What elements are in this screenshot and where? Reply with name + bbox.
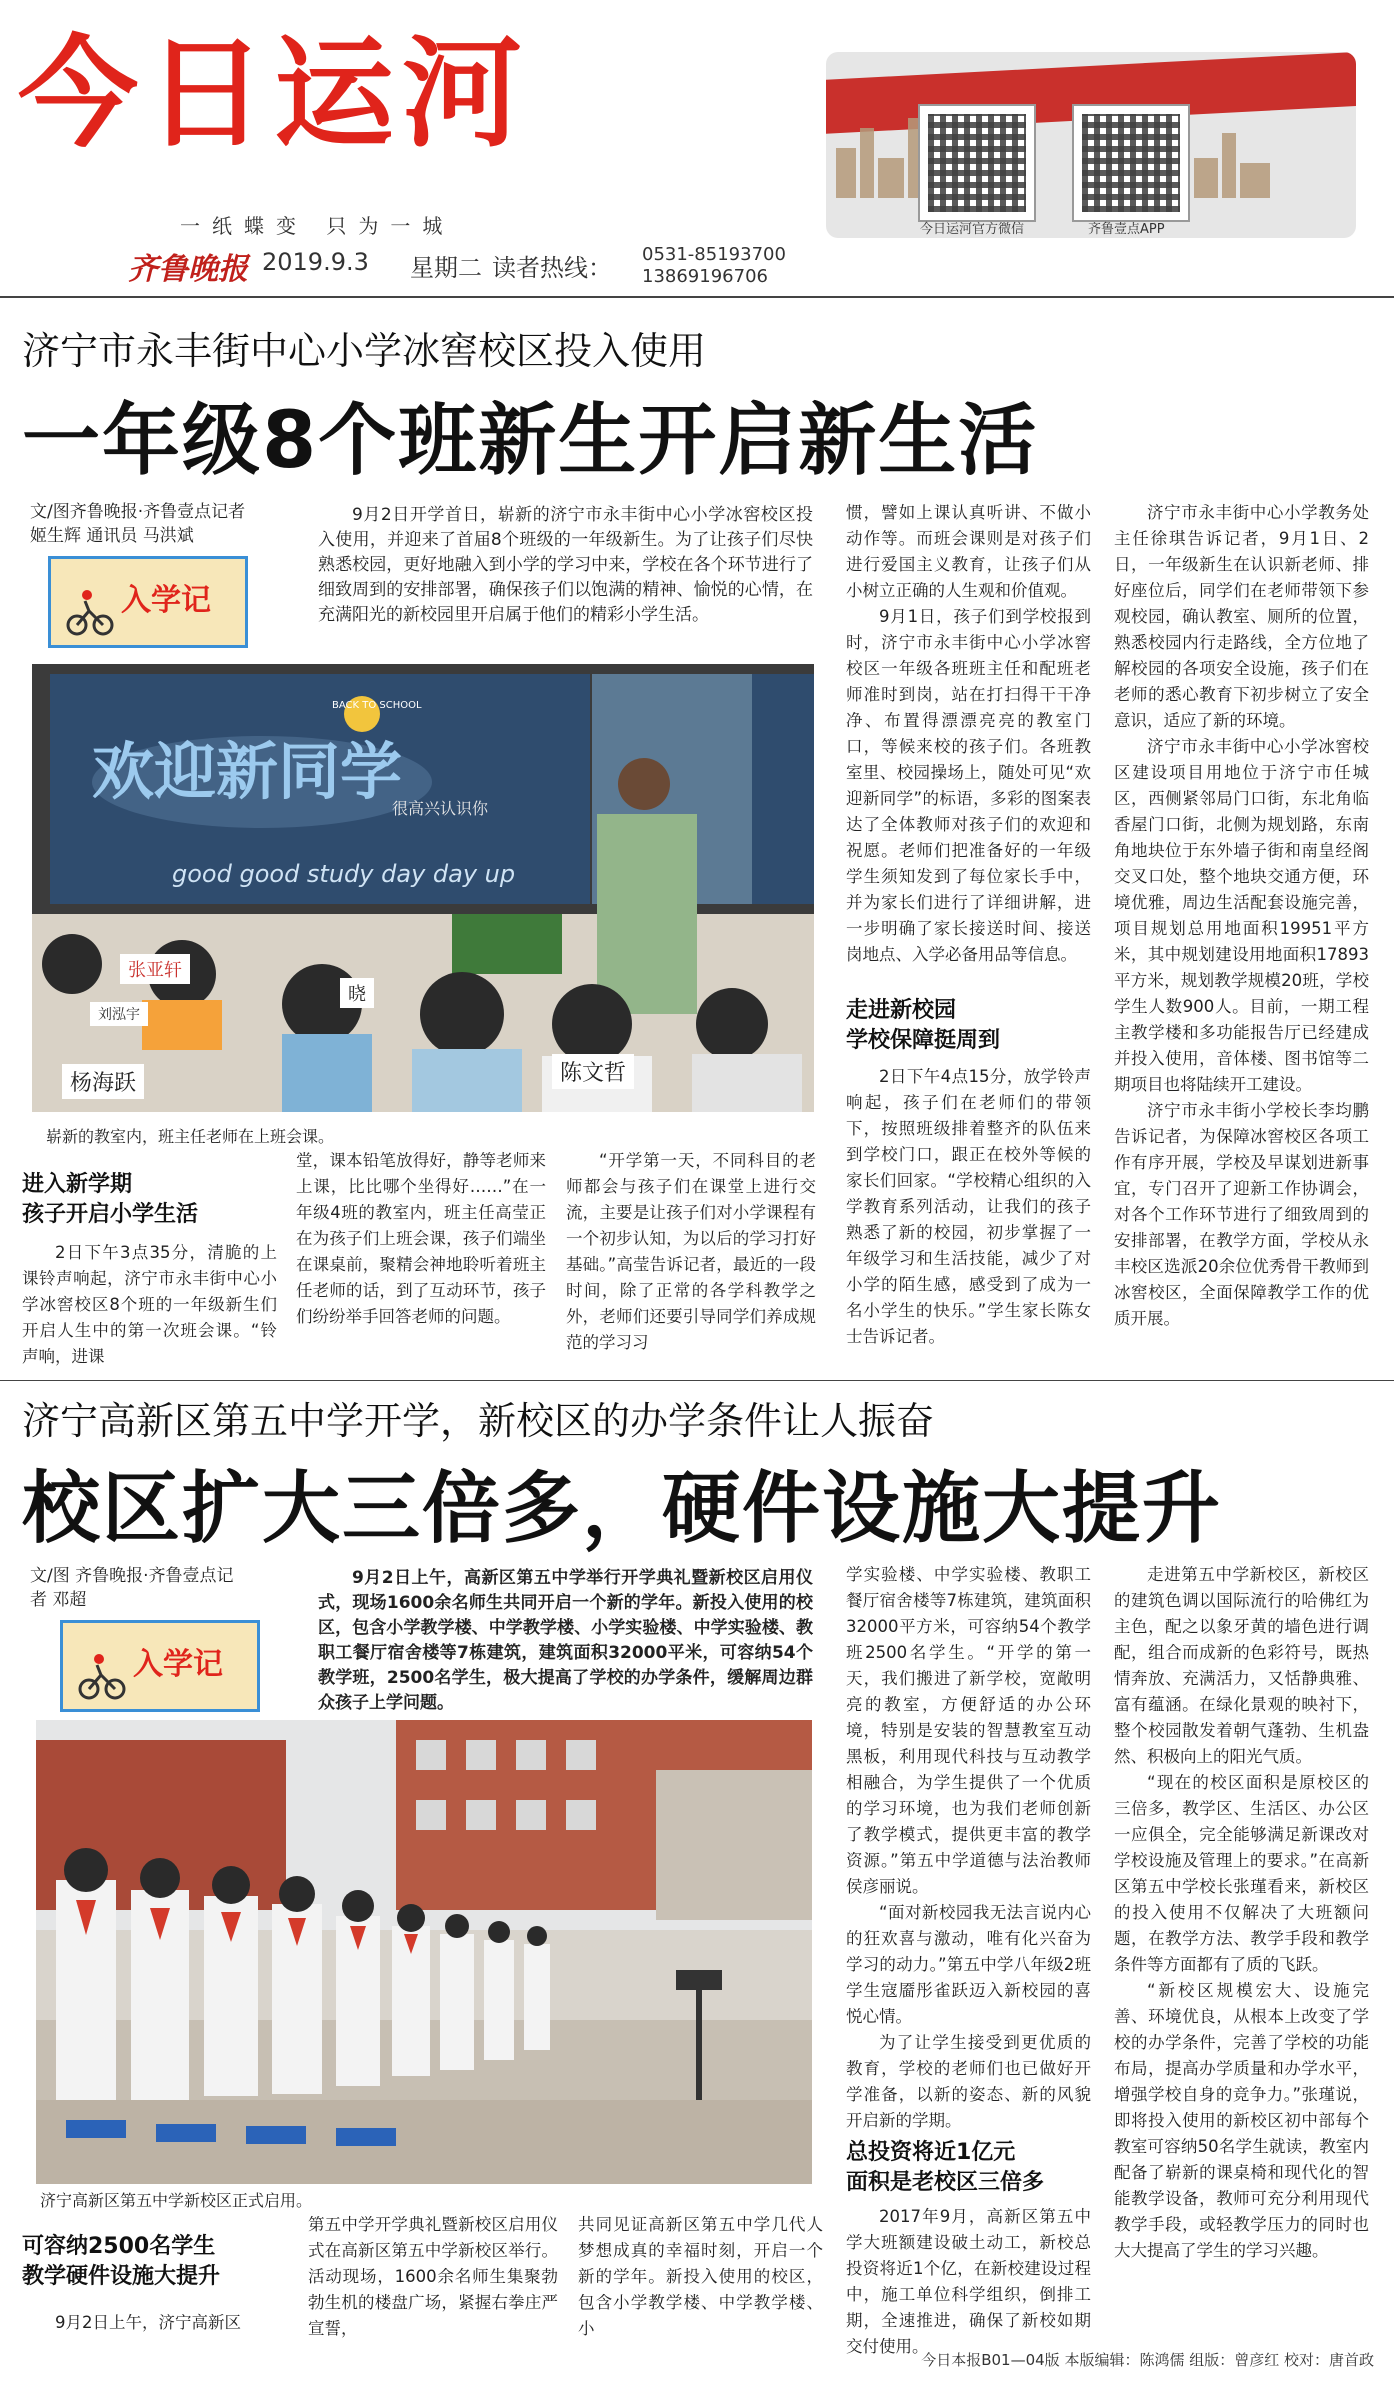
qr-caption-app: 齐鲁壹点APP bbox=[1088, 222, 1165, 237]
photo-banner-small: BACK TO SCHOOL bbox=[332, 700, 422, 711]
story2-byline: 文/图 齐鲁晚报·齐鲁壹点记 者 邓超 bbox=[30, 1566, 234, 1610]
story2-column-1: 9月2日上午，济宁高新区 bbox=[55, 2313, 241, 2332]
qr-banner bbox=[826, 52, 1356, 238]
story1-photo-caption: 崭新的教室内，班主任老师在上班会课。 bbox=[46, 1127, 335, 1146]
story2-tag-label: 入学记 bbox=[133, 1647, 223, 1682]
story1-column-4: 惯，譬如上课认真听讲、不做小动作等。而班会课则是对孩子们进行爱国主义教育，让孩子们从小树立正确的人生观和价值观。 9月1日，孩子们到学校报到时，济宁市永丰街中心小学冰窖校区一年级各班班主任和配班老师准时到岗，站在打扫得干干净净、布置得漂漂亮亮的教室门口，等候来校的孩子们。各班教室里、校园操场上，随处可见“欢迎新同学”的标语，多彩的图案表达了全体教师对孩子们的欢迎和祝愿。老师们把准备好的一年级学生须知发到了每位家长手中，并为家长们进行了详细讲解，进一步明确了家长接送时间、接送岗地点、入学必备用品等信息。 bbox=[846, 503, 1091, 964]
name-card-3: 杨海跃 bbox=[62, 1064, 144, 1099]
photo-banner-text: 欢迎新同学 bbox=[92, 735, 403, 808]
story-divider bbox=[0, 1380, 1394, 1381]
story1-byline-line1: 文/图齐鲁晚报·齐鲁壹点记者 bbox=[30, 502, 246, 522]
story1-byline bbox=[30, 500, 300, 548]
qr-caption-wechat: 今日运河官方微信 bbox=[920, 222, 1025, 237]
story2-kicker: 济宁高新区第五中学开学，新校区的办学条件让人振奋 bbox=[22, 1399, 935, 1443]
name-card-5: 晓 bbox=[340, 978, 374, 1008]
story2-column-2: 第五中学开学典礼暨新校区启用仪式在高新区第五中学新校区举行。活动现场，1600余名师生集聚勃勃生机的楼盘广场，紧握右拳庄严宣誓， bbox=[308, 2215, 558, 2338]
cyclist-icon bbox=[65, 587, 115, 637]
story2-lead: 9月2日上午，高新区第五中学举行开学典礼暨新校区启用仪式，现场1600余名师生共同开启一个新的学年。新投入使用的校区，包含小学教学楼、中学教学楼、小学实验楼、中学实验楼、教职工餐厅宿舍楼等7栋建筑，建筑面积32000平米，可容纳54个教学班，2500名学生，极大提高了学校的办学条件，缓解周边群众孩子上学问题。 bbox=[318, 1568, 813, 1713]
story2-column-4: 学实验楼、中学实验楼、教职工餐厅宿舍楼等7栋建筑，建筑面积32000平方米，可容纳54个教学班2500名学生。“开学的第一天，我们搬进了新学校，宽敞明亮的教室，方便舒适的办公环境，特别是安装的智慧教室互动黑板，利用现代科技与互动教学相融合，为学生提供了一个优质的学习环境，也为我们老师创新了教学模式，提供更丰富的教学资源。”第五中学道德与法治教师侯彦丽说。 “面对新校园我无法言说内心的狂欢喜与激动，唯有化兴奋为学习的动力。”第五中学八年级2班学生寇靥彤雀跃迈入新校园的喜悦心情。 为了让学生接受到更优质的教育，学校的老师们也已做好开学准备，以新的姿态、新的风貌开启新的学期。 bbox=[846, 1565, 1091, 2130]
story1-subhead-1: 进入新学期 孩子开启小学生活 bbox=[22, 1172, 199, 1227]
story2-column-5: 走进第五中学新校区，新校区的建筑色调以国际流行的哈佛红为主色，配之以象牙黄的墙色进行调配，组合而成新的色彩符号，既热情奔放、充满活力，又恬静典雅、富有蕴涵。在绿化景观的映衬下，整个校园散发着朝气蓬勃、生机盎然、积极向上的阳光气质。 “现在的校区面积是原校区的三倍多，教学区、生活区、办公区一应俱全，完全能够满足新课改对学校设施及管理上的要求。”在高新区第五中学校长张瑾看来，新校区的投入使用不仅解决了大班额问题，在教学方法、教学手段和教学条件等方面都有了质的飞跃。 “新校区规模宏大、设施完善、环境优良，从根本上改变了学校的办学条件，完善了学校的功能布局，提高办学质量和办学水平，增强学校自身的竞争力。”张瑾说，即将投入使用的新校区初中部每个教室可容纳50名学生就读，教室内配备了崭新的课桌椅和现代化的智能教学设备，教师可充分利用现代教学手段，或轻教学压力的同时也大大提高了学生的学习兴趣。 bbox=[1114, 1565, 1369, 2260]
story2-column-4b: 2017年9月，高新区第五中学大班额建设破土动工，新校总投资将近1个亿，在新校建设过程中，施工单位科学组织，倒排工期，全速推进，确保了新校如期交付使用。 bbox=[846, 2207, 1091, 2356]
story1-subhead-2: 走进新校园 学校保障挺周到 bbox=[846, 998, 1001, 1053]
name-card-4: 陈文哲 bbox=[552, 1054, 634, 1089]
story2-headline: 校区扩大三倍多，硬件设施大提升 bbox=[22, 1464, 1223, 1554]
app-qr-code-icon bbox=[1072, 104, 1190, 222]
story1-kicker: 济宁市永丰街中心小学冰窖校区投入使用 bbox=[22, 329, 707, 373]
story1-byline-line2: 姬生辉 通讯员 马洪斌 bbox=[30, 526, 194, 546]
issue-weekday: 星期二 bbox=[410, 254, 482, 282]
masthead-title: 今日运河 bbox=[18, 25, 530, 164]
masthead-slogan: 一纸蝶变 只为一城 bbox=[180, 214, 455, 238]
story2-column-tag bbox=[60, 1620, 260, 1712]
hotline-number-1: 0531-85193700 bbox=[642, 244, 786, 265]
issue-date: 2019.9.3 bbox=[262, 248, 369, 276]
story2-column-3: 共同见证高新区第五中学几代人梦想成真的幸福时刻，开启一个新的学年。新投入使用的校区，包含小学教学楼、中学教学楼、小 bbox=[578, 2215, 823, 2338]
story1-column-3: “开学第一天，不同科目的老师都会与孩子们在课堂上进行交流，主要是让孩子们对小学课程有一个初步认知，为以后的学习打好基础。”高莹告诉记者，最近的一段时间，除了正常的各学科教学之外，老师们还要引导同学们养成规范的学习习 bbox=[566, 1151, 816, 1352]
story1-column-5: 济宁市永丰街中心小学教务处主任徐琪告诉记者，9月1日、2日，一年级新生在认识新老师、排好座位后，同学们在老师带领下参观校园，确认教室、厕所的位置，熟悉校园内行走路线，全方位地了解校园的各项安全设施，孩子们在老师的悉心教育下初步树立了安全意识，适应了新的环境。 济宁市永丰街中心小学冰窖校区建设项目用地位于济宁市任城区，西侧紧邻局门口街，东北角临香屋门口街，北侧为规划路，东南角地块位于东外墙子街和南皇经阁交叉口处，整个地块交通方便，环境优雅，周边生活配套设施完善，项目规划总用地面积19951平方米，其中规划建设用地面积17893平方米，规划教学规模20班，学校学生人数900人。目前，一期工程主教学楼和多功能报告厅已经建成并投入使用，音体楼、图书馆等二期项目也将陆续开工建设。 济宁市永丰街小学校长李均鹏告诉记者，为保障冰窖校区各项工作有序开展，学校及早谋划进新事宜，专门召开了迎新工作协调会，对各个工作环节进行了细致周到的安排部署，在教学方面，学校从永丰校区选派20余位优秀骨干教师到冰窖校区，全面保障教学工作的优质开展。 bbox=[1114, 503, 1369, 1328]
paper-logo: 齐鲁晚报 bbox=[128, 252, 248, 287]
story1-classroom-photo bbox=[32, 664, 814, 1112]
hotline-label: 读者热线： bbox=[492, 254, 612, 282]
story1-headline: 一年级8个班新生开启新生活 bbox=[22, 396, 1039, 486]
photo-board-text: good good study day day up bbox=[172, 860, 516, 888]
story1-column-2: 堂，课本铅笔放得好，静等老师来上课，比比哪个坐得好……”在一年级4班的教室内，班主任高莹正在为孩子们上班会课，孩子们端坐在课桌前，聚精会神地聆听着班主任老师的话，到了互动环节，孩子们纷纷举手回答老师的问题。 bbox=[296, 1151, 546, 1326]
story1-lead: 9月2日开学首日，崭新的济宁市永丰街中心小学冰窖校区投入使用，并迎来了首届8个班级的一年级新生。为了让孩子们尽快熟悉校园，更好地融入到小学的学习中来，学校在各个环节进行了细致周到的安排部署，确保孩子们以饱满的精神、愉悦的心情，在充满阳光的新校园里开启属于他们的精彩小学生活。 bbox=[318, 505, 813, 625]
page-footer-credits: 今日本报B01—04版 本版编辑：陈鸿儒 组版：曾彦红 校对：唐首政 bbox=[921, 2351, 1374, 2369]
hotline-number-2: 13869196706 bbox=[642, 266, 768, 287]
name-card-2: 刘泓宇 bbox=[90, 1002, 148, 1026]
story2-subhead-2: 总投资将近1亿元 面积是老校区三倍多 bbox=[846, 2140, 1045, 2195]
photo-banner-subtitle: 很高兴认识你 bbox=[392, 799, 489, 818]
story2-ceremony-photo bbox=[36, 1720, 812, 2184]
masthead-divider bbox=[0, 296, 1394, 298]
story1-column-4b: 2日下午4点15分，放学铃声响起，孩子们在老师们的带领下，按照班级排着整齐的队伍来到学校门口，跟正在校外等候的家长们回家。“学校精心组织的入学教育系列活动，让我们的孩子熟悉了新的校园，初步掌握了一年级学习和生活技能，减少了对小学的陌生感，感受到了成为一名小学生的快乐。”学生家长陈女士告诉记者。 bbox=[846, 1067, 1091, 1346]
wechat-qr-code-icon bbox=[918, 104, 1036, 222]
story1-tag-label: 入学记 bbox=[121, 583, 211, 618]
name-card-1: 张亚轩 bbox=[120, 954, 190, 984]
cyclist-icon bbox=[77, 1651, 127, 1701]
story2-subhead-1: 可容纳2500名学生 教学硬件设施大提升 bbox=[22, 2234, 221, 2289]
story1-column-1: 2日下午3点35分，清脆的上课铃声响起，济宁市永丰街中心小学冰窖校区8个班的一年级新生们开启人生中的第一次班会课。“铃声响，进课 bbox=[22, 1243, 277, 1366]
story2-photo-caption: 济宁高新区第五中学新校区正式启用。 bbox=[40, 2191, 313, 2210]
story1-column-tag bbox=[48, 556, 248, 648]
ceremony-scene-icon bbox=[36, 1720, 812, 2184]
